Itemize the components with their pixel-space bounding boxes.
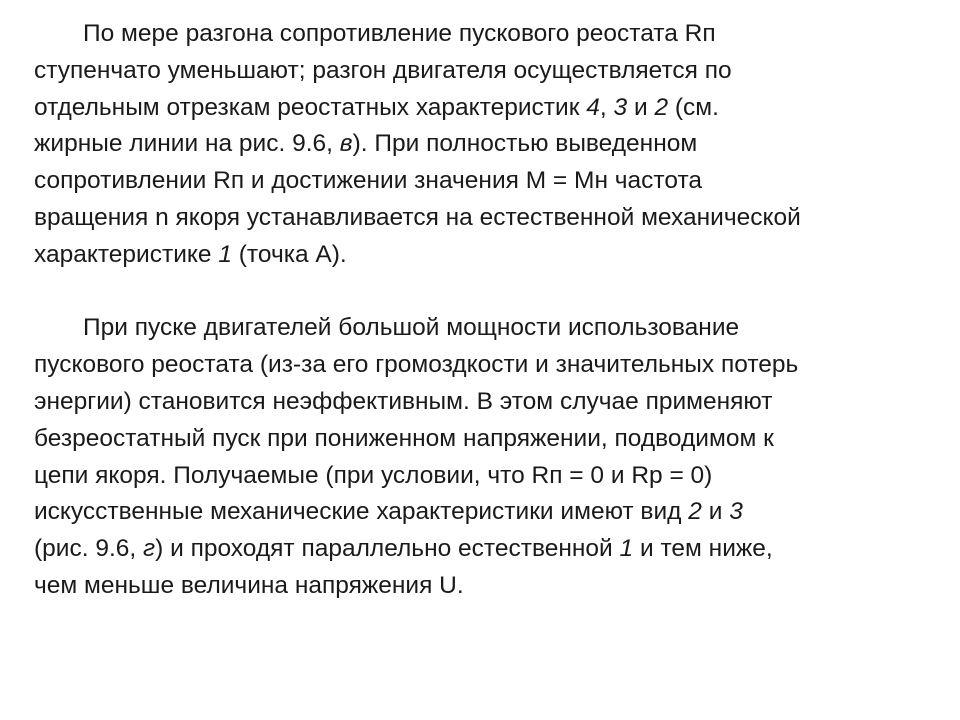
- text-run: безреостатный пуск при пониженном напряжении, подводимом к: [34, 424, 774, 452]
- text-run: искусственные механические характеристики имеют вид: [34, 498, 689, 526]
- text-line: [34, 53, 946, 90]
- text-run: характеристике: [34, 240, 219, 268]
- text-line: [34, 200, 946, 237]
- text-line: [34, 310, 946, 347]
- text-run: вращения n якоря устанавливается на естественной механической: [34, 203, 801, 231]
- italic-text-run: в: [339, 130, 353, 158]
- text-line: [34, 347, 946, 384]
- italic-text-run: 3: [613, 93, 628, 121]
- text-line: [34, 384, 946, 421]
- text-run: (рис. 9.6,: [34, 535, 144, 563]
- text-run: ступенчато уменьшают; разгон двигателя осуществляется по: [34, 56, 732, 84]
- text-run: и тем ниже,: [633, 535, 773, 563]
- text-line: [34, 237, 946, 274]
- italic-text-run: 2: [688, 498, 702, 526]
- italic-text-run: 1: [619, 535, 634, 563]
- italic-text-run: 4: [586, 93, 600, 121]
- text-run: и: [701, 498, 730, 526]
- text-run: энергии) становится неэффективным. В этом случае применяют: [34, 387, 773, 415]
- text-run: ). При полностью выведенном: [352, 130, 698, 158]
- text-line: [34, 568, 946, 605]
- text-run: По мере разгона сопротивление пускового реостата Rп: [83, 20, 716, 47]
- text-run: пускового реостата (из-за его громоздкости и значительных потерь: [34, 351, 799, 379]
- italic-text-run: г: [143, 535, 156, 563]
- text-run: отдельным отрезкам реостатных характеристик: [34, 93, 587, 121]
- text-line: [34, 458, 946, 495]
- text-line: [34, 126, 946, 163]
- text-line: [34, 90, 946, 127]
- text-run: (см.: [668, 93, 719, 121]
- paragraph-rheostat-start: [34, 16, 946, 274]
- text-run: ,: [599, 93, 614, 121]
- text-run: (точка А).: [231, 240, 347, 268]
- text-run: жирные линии на рис. 9.6,: [34, 130, 340, 158]
- text-run: При пуске двигателей большой мощности использование: [83, 314, 740, 342]
- text-line: [34, 16, 946, 53]
- paragraph-reduced-voltage-start: [34, 310, 946, 604]
- text-run: ) и проходят параллельно естественной: [155, 535, 620, 563]
- slide-text-body: [34, 16, 946, 605]
- text-line: [34, 163, 946, 200]
- text-run: и: [627, 93, 655, 121]
- text-run: цепи якоря. Получаемые (при условии, что Rп = 0 и Rр = 0): [34, 461, 713, 489]
- text-run: чем меньше величина напряжения U.: [34, 571, 464, 599]
- text-run: сопротивлении Rп и достижении значения М = Мн частота: [34, 167, 703, 195]
- text-line: [34, 421, 946, 458]
- text-line: [34, 531, 946, 568]
- italic-text-run: 3: [729, 498, 743, 526]
- italic-text-run: 1: [218, 240, 232, 268]
- text-line: [34, 494, 946, 531]
- italic-text-run: 2: [654, 93, 669, 121]
